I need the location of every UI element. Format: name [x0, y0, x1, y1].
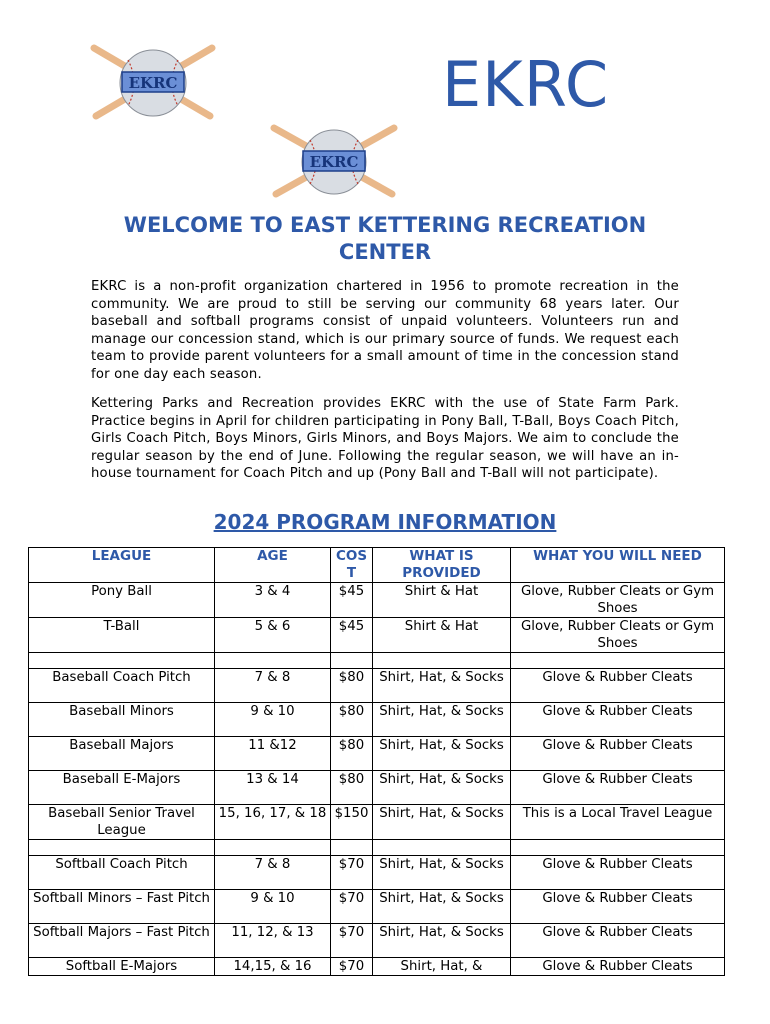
ekrc-logo	[90, 44, 216, 122]
need-cell: Glove & Rubber Cleats	[511, 669, 725, 703]
need-cell: Glove & Rubber Cleats	[511, 703, 725, 737]
age-cell: 9 & 10	[215, 890, 331, 924]
cost-cell	[331, 840, 373, 856]
league-cell: Softball Coach Pitch	[29, 856, 215, 890]
provided-cell: Shirt, Hat, & Socks	[373, 924, 511, 958]
age-cell: 7 & 8	[215, 669, 331, 703]
provided-cell: Shirt & Hat	[373, 583, 511, 618]
program-table	[28, 547, 725, 976]
logo-text: EKRC	[128, 74, 178, 92]
cost-cell: $80	[331, 703, 373, 737]
welcome-heading: WELCOME TO EAST KETTERING RECREATION CENTER	[123, 213, 647, 264]
need-cell: Glove & Rubber Cleats	[511, 958, 725, 976]
provided-cell: Shirt, Hat, & Socks	[373, 771, 511, 805]
cost-cell: $45	[331, 583, 373, 618]
intro-paragraph: EKRC is a non-profit organization chartered in 1956 to promote recreation in the community. We are proud to still be serving our community 68 years later. Our baseball and softball programs consist of unpaid volunteers. Volunteers run and manage our concession stand, which is our primary source of funds. We request each team to provide parent volunteers for a small amount of time in the concession stand for one day each season.	[91, 279, 679, 382]
table-row	[29, 856, 725, 890]
cost-cell: $80	[331, 737, 373, 771]
league-cell: Softball E-Majors	[29, 958, 215, 976]
league-cell	[29, 653, 215, 669]
column-header-need: WHAT YOU WILL NEED	[511, 548, 725, 583]
age-cell: 9 & 10	[215, 703, 331, 737]
age-cell: 15, 16, 17, & 18	[215, 805, 331, 840]
league-cell: Pony Ball	[29, 583, 215, 618]
provided-cell: Shirt & Hat	[373, 618, 511, 653]
program-heading: 2024 PROGRAM INFORMATION	[213, 510, 557, 534]
table-row	[29, 805, 725, 840]
baseball-bats-logo-icon	[90, 44, 216, 122]
need-cell: Glove & Rubber Cleats	[511, 771, 725, 805]
league-cell: Softball Majors – Fast Pitch	[29, 924, 215, 958]
logo-text: EKRC	[309, 153, 359, 171]
age-cell: 13 & 14	[215, 771, 331, 805]
age-cell: 5 & 6	[215, 618, 331, 653]
provided-cell: Shirt, Hat, & Socks	[373, 703, 511, 737]
cost-cell: $80	[331, 669, 373, 703]
cost-cell: $45	[331, 618, 373, 653]
table-row	[29, 669, 725, 703]
need-cell: This is a Local Travel League	[511, 805, 725, 840]
age-cell: 11 &12	[215, 737, 331, 771]
table-row	[29, 958, 725, 976]
column-header-provided: WHAT IS PROVIDED	[373, 548, 511, 583]
age-cell	[215, 840, 331, 856]
baseball-bats-logo-icon	[270, 124, 398, 200]
column-header-league: LEAGUE	[29, 548, 215, 583]
cost-cell: $70	[331, 856, 373, 890]
cost-cell: $150	[331, 805, 373, 840]
provided-cell: Shirt, Hat, & Socks	[373, 669, 511, 703]
table-row	[29, 583, 725, 618]
need-cell: Glove & Rubber Cleats	[511, 856, 725, 890]
column-header-cost: COST	[331, 548, 373, 583]
brand-title: EKRC	[442, 48, 610, 121]
league-cell: Baseball Senior Travel League	[29, 805, 215, 840]
need-cell	[511, 840, 725, 856]
provided-cell	[373, 840, 511, 856]
cost-cell: $70	[331, 924, 373, 958]
age-cell: 3 & 4	[215, 583, 331, 618]
age-cell: 14,15, & 16	[215, 958, 331, 976]
need-cell	[511, 653, 725, 669]
need-cell: Glove & Rubber Cleats	[511, 890, 725, 924]
age-cell: 7 & 8	[215, 856, 331, 890]
league-cell: Baseball E-Majors	[29, 771, 215, 805]
league-cell: Baseball Coach Pitch	[29, 669, 215, 703]
ekrc-logo-secondary	[270, 124, 398, 200]
provided-cell: Shirt, Hat, & Socks	[373, 890, 511, 924]
league-cell: Baseball Majors	[29, 737, 215, 771]
league-cell: T-Ball	[29, 618, 215, 653]
age-cell	[215, 653, 331, 669]
table-row	[29, 771, 725, 805]
table-row	[29, 703, 725, 737]
table-row	[29, 618, 725, 653]
need-cell: Glove & Rubber Cleats	[511, 737, 725, 771]
provided-cell: Shirt, Hat, &	[373, 958, 511, 976]
need-cell: Glove & Rubber Cleats	[511, 924, 725, 958]
league-cell: Baseball Minors	[29, 703, 215, 737]
cost-cell: $70	[331, 958, 373, 976]
need-cell: Glove, Rubber Cleats or Gym Shoes	[511, 583, 725, 618]
table-row	[29, 653, 725, 669]
provided-cell: Shirt, Hat, & Socks	[373, 856, 511, 890]
league-cell: Softball Minors – Fast Pitch	[29, 890, 215, 924]
league-cell	[29, 840, 215, 856]
provided-cell	[373, 653, 511, 669]
table-row	[29, 890, 725, 924]
need-cell: Glove, Rubber Cleats or Gym Shoes	[511, 618, 725, 653]
column-header-age: AGE	[215, 548, 331, 583]
provided-cell: Shirt, Hat, & Socks	[373, 805, 511, 840]
table-row	[29, 924, 725, 958]
cost-cell: $80	[331, 771, 373, 805]
program-table-body	[29, 583, 725, 976]
age-cell: 11, 12, & 13	[215, 924, 331, 958]
table-row	[29, 840, 725, 856]
cost-cell: $70	[331, 890, 373, 924]
provided-cell: Shirt, Hat, & Socks	[373, 737, 511, 771]
cost-cell	[331, 653, 373, 669]
table-row	[29, 737, 725, 771]
facility-paragraph: Kettering Parks and Recreation provides EKRC with the use of State Farm Park. Practice begins in April for children participating in Pony Ball, T-Ball, Boys Coach Pitch, Girls Coach Pitch, Boys Minors, Girls Minors, and Boys Majors. We aim to conclude the regular season by the end of June. Following the regular season, we will have an in-house tournament for Coach Pitch and up (Pony Ball and T-Ball will not participate).	[91, 396, 679, 482]
